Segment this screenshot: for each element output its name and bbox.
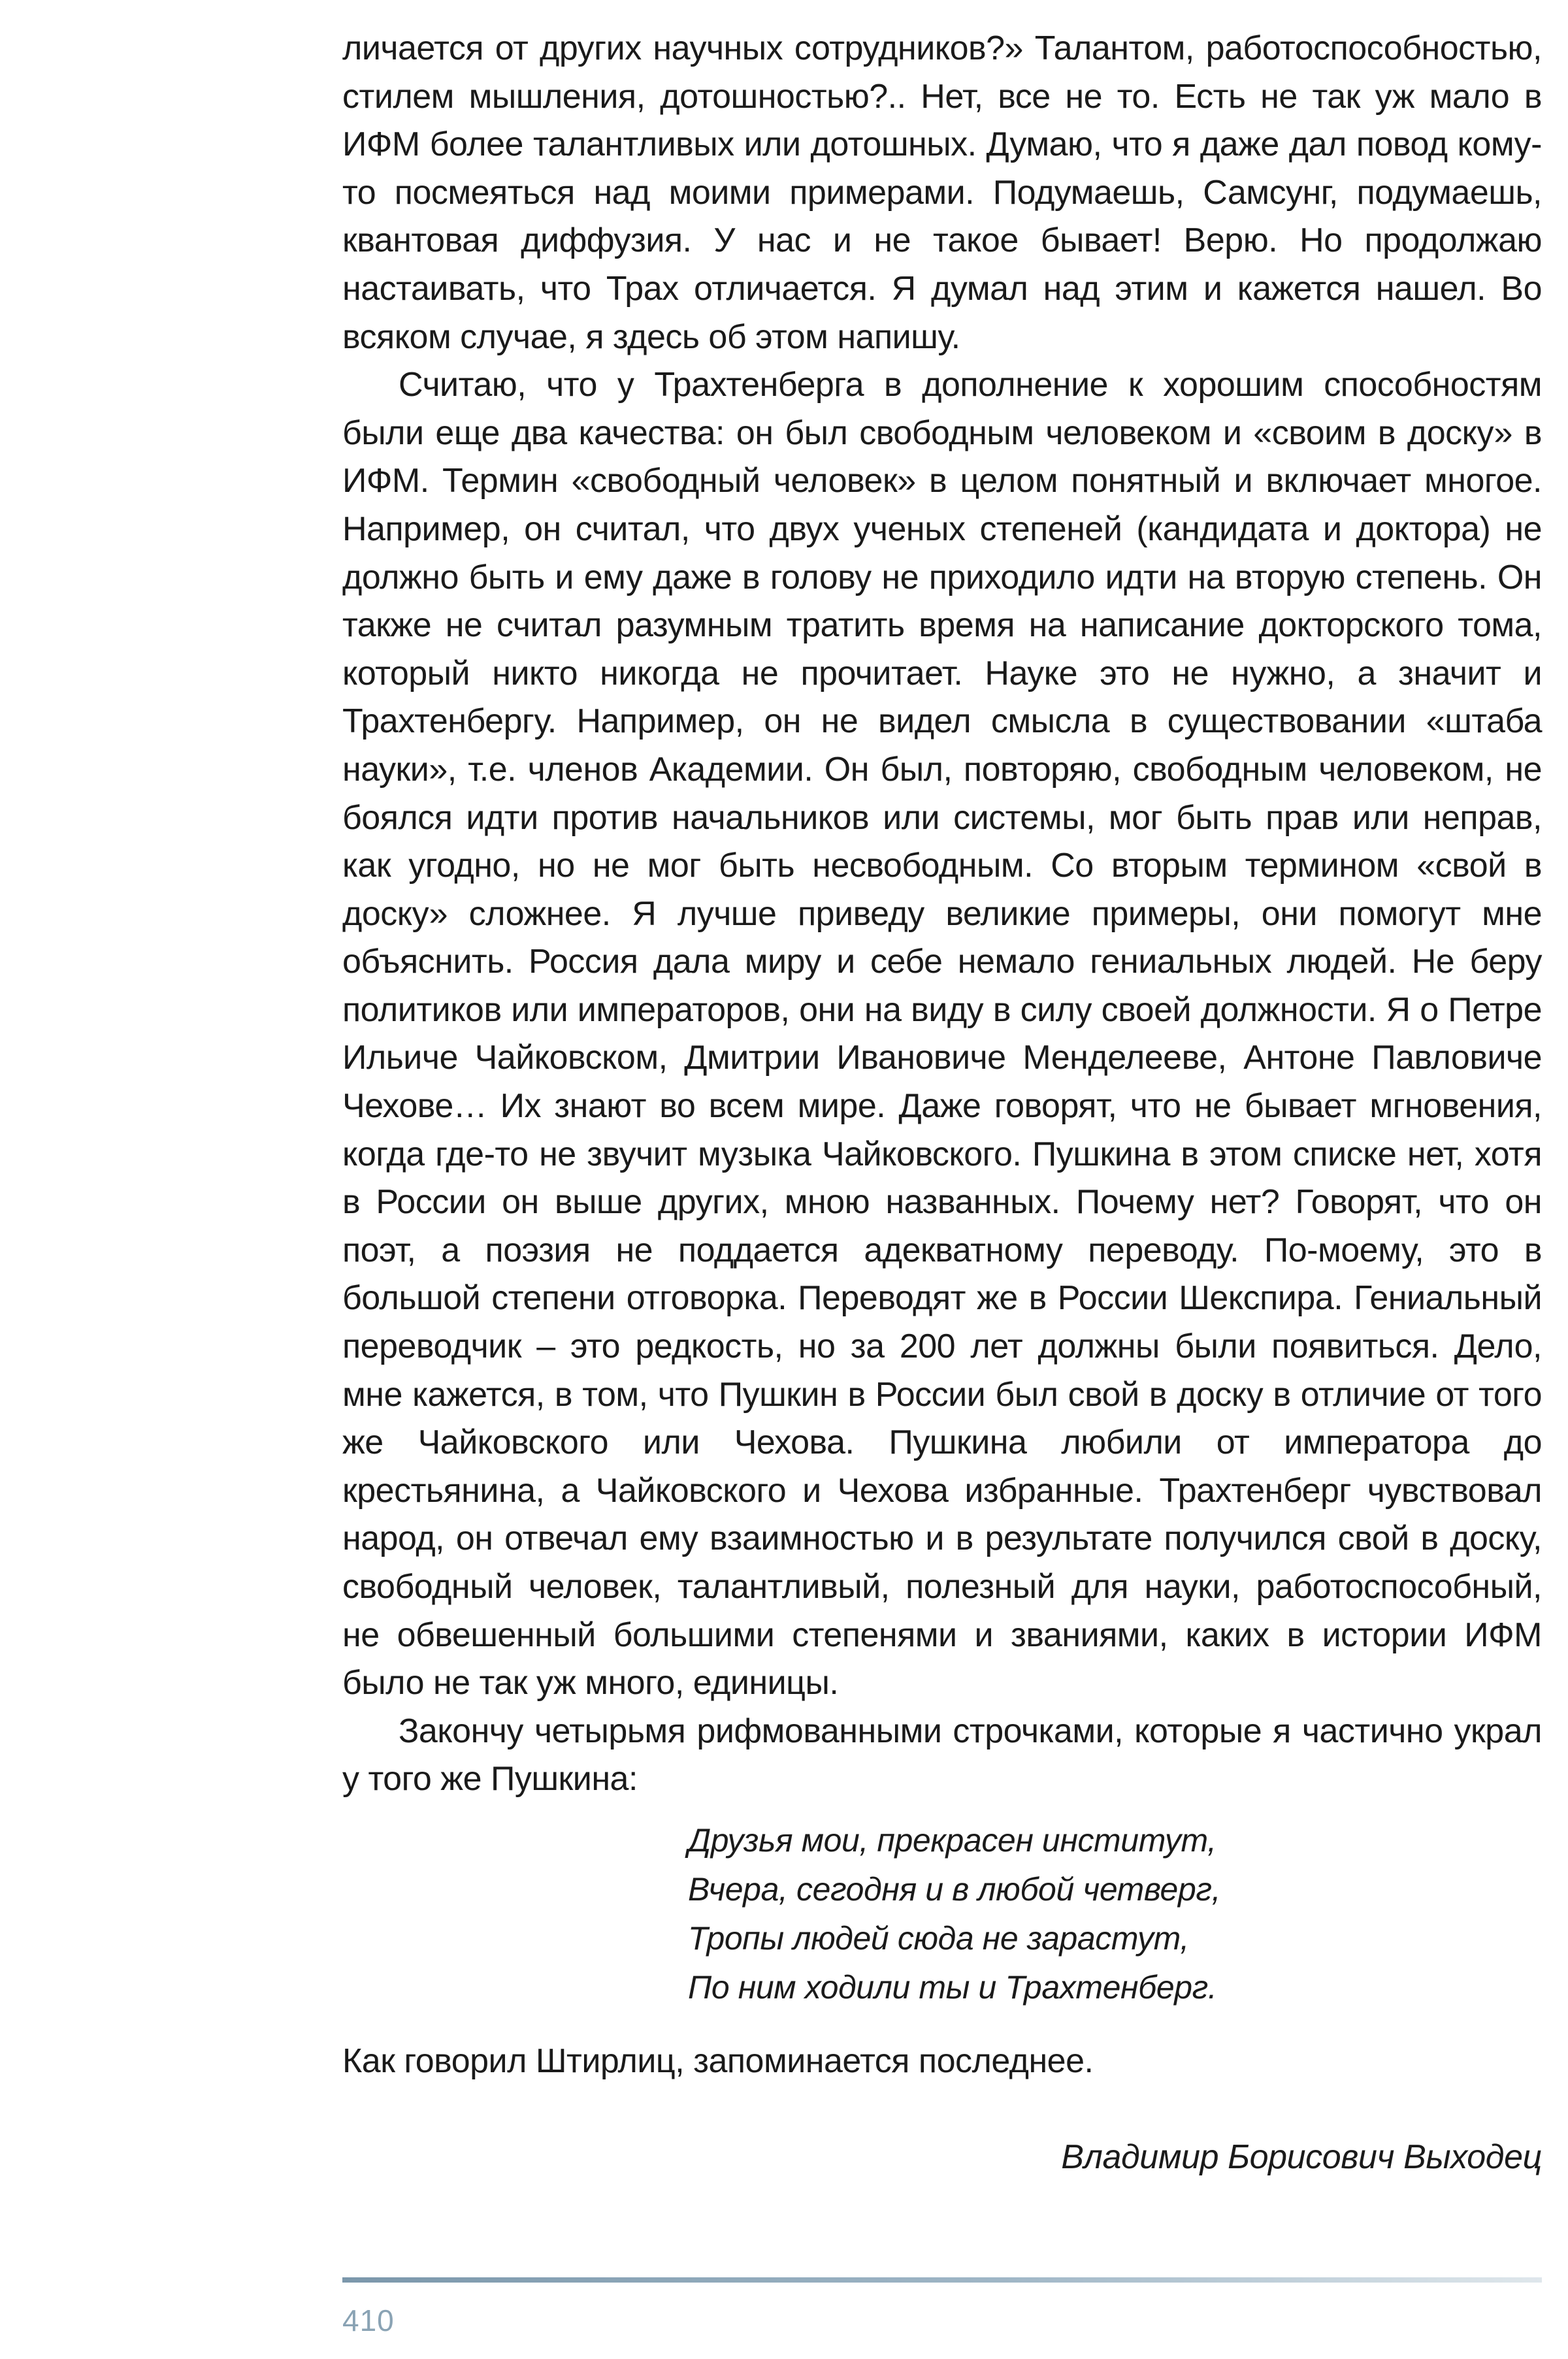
poem-line: Друзья мои, прекрасен институт, [688,1822,1217,1859]
paragraph-intro: личается от других научных сотрудников?» Талантом, работоспособностью, стилем мышления, дотошностью?.. Нет, все не то. Есть не так уж мало в ИФМ более талантливых или дотошных. Думаю, что я даже дал повод кому-то посмеяться над моими примерами. Подумаешь, Самсунг, подумаешь, квантовая диффузия. У нас и не такое бывает! Верю. Но продолжаю настаивать, что Трах отличается. Я думал над этим и кажется нашел. Во всяком случае, я здесь об этом напишу. [342,29,1542,356]
poem-line: Тропы людей сюда не зарастут, [688,1920,1189,1957]
paragraph-poem-intro: Закончу четырьмя рифмованными строчками, которые я частично украл у того же Пушкина: [342,1712,1542,1798]
closing-line: Как говорил Штирлиц, запоминается последнее. [342,2042,1094,2080]
paragraph-main: Считаю, что у Трахтенберга в дополнение к хорошим способностям были еще два качества: он был свободным человеком и «своим в доску» в ИФМ. Термин «свободный человек» в целом понятный и включает многое. Например, он считал, что двух ученых степеней (кандидата и доктора) не должно быть и ему даже в голову не приходило идти на вторую степень. Он также не считал разумным тратить время на написание докторского тома, который никто никогда не прочитает. Науке это не нужно, а значит и Трахтенбергу. Например, он не видел смысла в существовании «штаба науки», т.е. членов Академии. Он был, повторяю, свободным человеком, не боялся идти против начальников или системы, мог быть прав или неправ, как угодно, но не мог быть несвободным. Со вторым термином «свой в доску» сложнее. Я лучше приведу великие примеры, они помогут мне объяснить. Россия дала миру и себе немало гениальных людей. Не беру политиков или императоров, они на виду в силу своей должности. Я о Петре Ильиче Чайковском, Дмитрии Ивановиче Менделееве, Антоне Павловиче Чехове… Их знают во всем мире. Даже говорят, что не бывает мгновения, когда где-то не звучит музыка Чайковского. Пушкина в этом списке нет, хотя в России он выше других, мною названных. Почему нет? Говорят, что он поэт, а поэзия не поддается адекватному переводу. По-моему, это в большой степени отговорка. Переводят же в России Шекспира. Гениальный переводчик – это редкость, но за 200 лет должны были появиться. Дело, мне кажется, в том, что Пушкин в России был свой в доску в отличие от того же Чайковского или Чехова. Пушкина любили от императора до крестьянина, а Чайковского и Чехова избранные. Трахтенберг чувствовал народ, он отвечал ему взаимностью и в результате получился свой в доску, свободный человек, талантливый, полезный для науки, работоспособный, не обвешенный большими степенями и званиями, каких в истории ИФМ было не так уж много, единицы. [342,366,1542,1702]
page-number: 410 [342,2303,395,2337]
author-signature: Владимир Борисович Выходец [1061,2138,1542,2176]
poem-line: Вчера, сегодня и в любой четверг, [688,1871,1221,1908]
poem-line: По ним ходили ты и Трахтенберг. [688,1969,1217,2006]
poem-stanza [688,1816,1472,2012]
body-text [342,25,1542,1804]
footer-divider [342,2277,1542,2283]
